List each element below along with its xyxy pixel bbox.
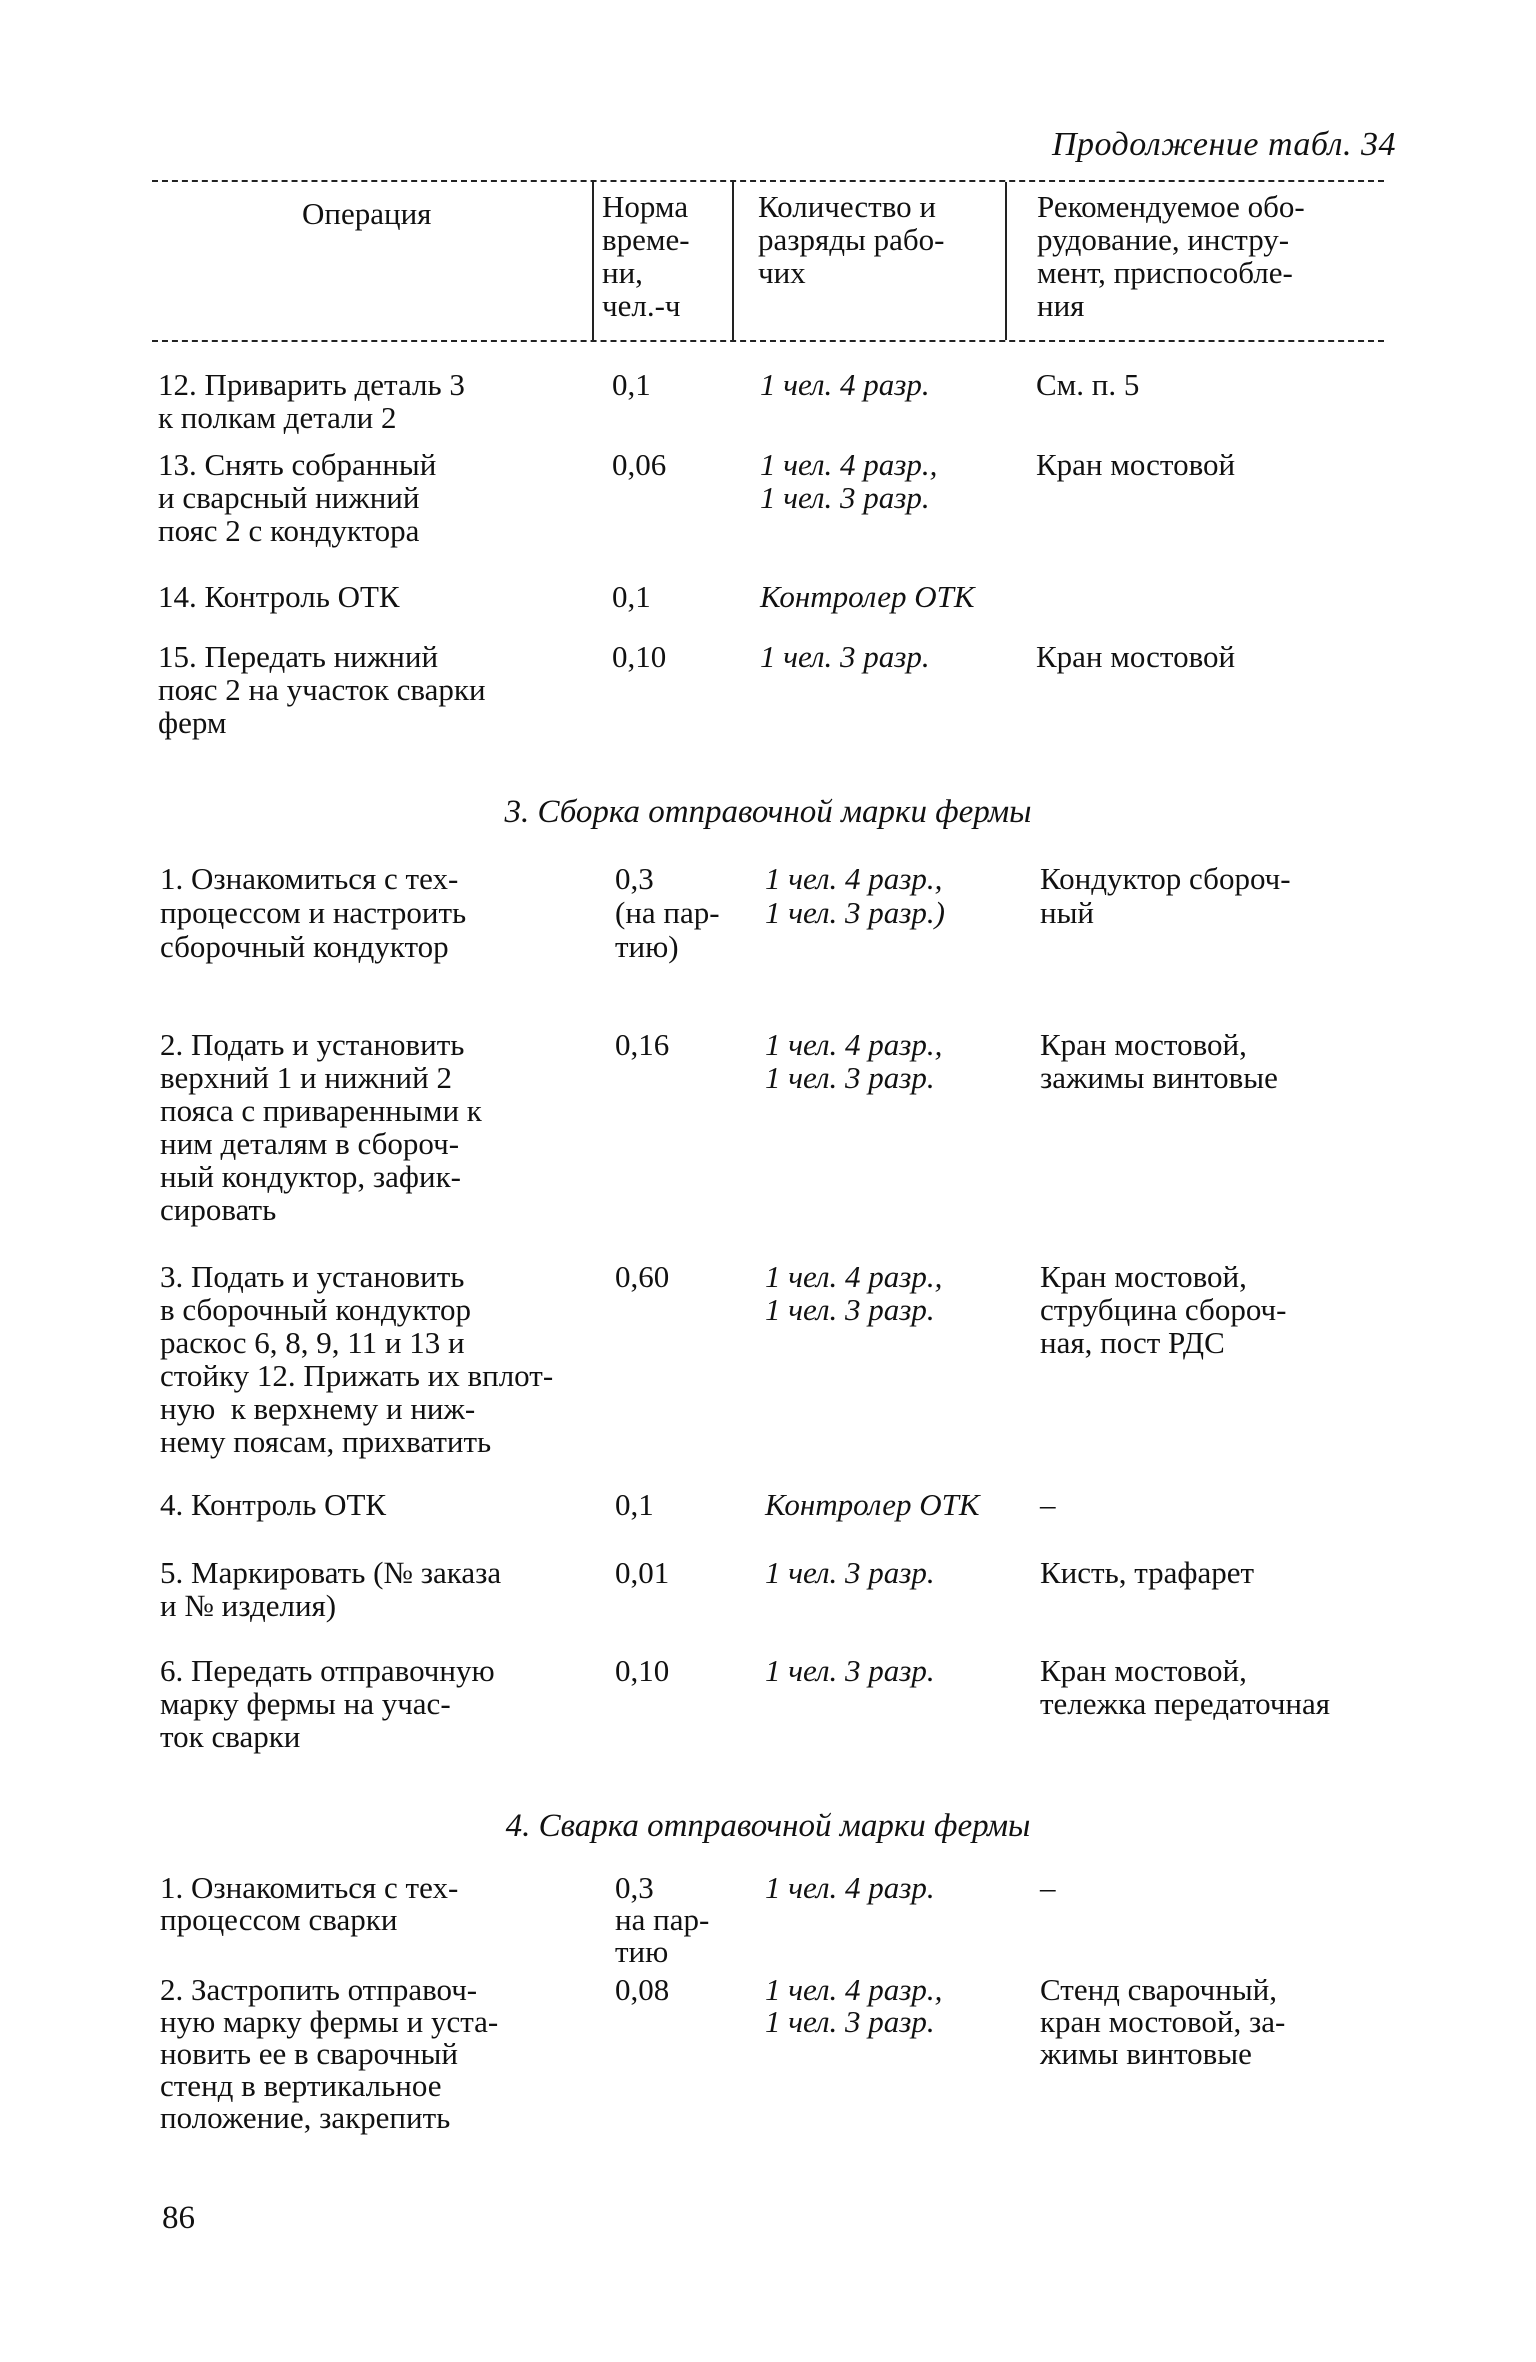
s3-row-1-norm: 0,3 (на пар- тию)	[615, 861, 720, 964]
row-13-operation: 13. Снять собранный и сварсный нижний пояс 2 с кондуктора	[158, 447, 437, 548]
row-14-operation: 14. Контроль ОТК	[158, 579, 400, 614]
s3-row-3-norm: 0,60	[615, 1259, 670, 1294]
s3-row-2-equipment: Кран мостовой, зажимы винтовые	[1040, 1027, 1278, 1095]
s3-row-2-norm: 0,16	[615, 1027, 670, 1062]
s3-row-1-workers: 1 чел. 4 разр., 1 чел. 3 разр.)	[765, 861, 945, 930]
header-divider-2	[732, 182, 734, 340]
section-title-welding: 4. Сварка отправочной марки фермы	[505, 1808, 1031, 1844]
s3-row-3-operation: 3. Подать и установить в сборочный кондуктор раскос 6, 8, 9, 11 и 13 и стойку 12. Прижать их вплот- ную к верхнему и ниж- нему поясам, прихватить	[160, 1259, 554, 1459]
header-equipment: Рекомендуемое обо- рудование, инстру- мент, приспособле- ния	[1037, 189, 1305, 323]
s3-row-6-workers: 1 чел. 3 разр.	[765, 1653, 935, 1688]
row-14-norm: 0,1	[612, 579, 651, 614]
s4-row-1-workers: 1 чел. 4 разр.	[765, 1870, 935, 1905]
s3-row-4-workers: Контролер ОТК	[765, 1487, 980, 1522]
s3-row-3-equipment: Кран мостовой, струбцина сбороч- ная, пост РДС	[1040, 1259, 1287, 1360]
s3-row-4-norm: 0,1	[615, 1487, 654, 1522]
s3-row-5-equipment: Кисть, трафарет	[1040, 1555, 1255, 1590]
s4-row-2-operation: 2. Застропить отправоч- ную марку фермы и уста- новить ее в сварочный стенд в вертикальное положение, закрепить	[160, 1972, 499, 2135]
s4-row-1-equipment: –	[1040, 1870, 1056, 1905]
row-12-operation: 12. Приварить деталь 3 к полкам детали 2	[158, 367, 465, 435]
s3-row-4-operation: 4. Контроль ОТК	[160, 1487, 387, 1522]
s3-row-3-workers: 1 чел. 4 разр., 1 чел. 3 разр.	[765, 1259, 943, 1327]
s3-row-4-equipment: –	[1040, 1487, 1056, 1522]
header-top-rule	[152, 180, 1384, 182]
s3-row-1-operation: 1. Ознакомиться с тех- процессом и настроить сборочный кондуктор	[160, 861, 467, 964]
s3-row-6-operation: 6. Передать отправочную марку фермы на учас- ток сварки	[160, 1653, 495, 1754]
header-workers: Количество и разряды рабо- чих	[758, 189, 945, 290]
row-12-equipment: См. п. 5	[1036, 367, 1140, 402]
page-number: 86	[162, 2200, 195, 2236]
s3-row-6-norm: 0,10	[615, 1653, 670, 1688]
header-norm: Норма време- ни, чел.-ч	[602, 189, 690, 323]
s3-row-5-norm: 0,01	[615, 1555, 670, 1590]
row-12-norm: 0,1	[612, 367, 651, 402]
s4-row-2-workers: 1 чел. 4 разр., 1 чел. 3 разр.	[765, 1972, 943, 2039]
header-divider-1	[592, 182, 594, 340]
header-bottom-rule	[152, 340, 1384, 342]
row-15-workers: 1 чел. 3 разр.	[760, 639, 930, 674]
header-divider-3	[1005, 182, 1007, 340]
row-13-norm: 0,06	[612, 447, 667, 482]
s3-row-5-workers: 1 чел. 3 разр.	[765, 1555, 935, 1590]
s3-row-1-equipment: Кондуктор сбороч- ный	[1040, 861, 1291, 930]
s3-row-6-equipment: Кран мостовой, тележка передаточная	[1040, 1653, 1331, 1721]
table-caption: Продолжение табл. 34	[1051, 126, 1396, 163]
row-13-workers: 1 чел. 4 разр., 1 чел. 3 разр.	[760, 447, 938, 515]
header-operation: Операция	[302, 196, 432, 231]
s4-row-1-operation: 1. Ознакомиться с тех- процессом сварки	[160, 1870, 459, 1937]
row-15-norm: 0,10	[612, 639, 667, 674]
s3-row-5-operation: 5. Маркировать (№ заказа и № изделия)	[160, 1555, 502, 1623]
row-14-workers: Контролер ОТК	[760, 579, 975, 614]
s3-row-2-operation: 2. Подать и установить верхний 1 и нижний 2 пояса с приваренными к ним деталям в сбороч- ный кондуктор, зафик- сировать	[160, 1027, 482, 1227]
row-12-workers: 1 чел. 4 разр.	[760, 367, 930, 402]
row-13-equipment: Кран мостовой	[1036, 447, 1236, 482]
s4-row-2-equipment: Стенд сварочный, кран мостовой, за- жимы винтовые	[1040, 1972, 1286, 2071]
s3-row-2-workers: 1 чел. 4 разр., 1 чел. 3 разр.	[765, 1027, 943, 1095]
section-title-assembly: 3. Сборка отправочной марки фермы	[504, 794, 1032, 830]
row-15-equipment: Кран мостовой	[1036, 639, 1236, 674]
row-15-operation: 15. Передать нижний пояс 2 на участок сварки ферм	[158, 639, 486, 740]
s4-row-1-norm: 0,3 на пар- тию	[615, 1870, 710, 1969]
s4-row-2-norm: 0,08	[615, 1972, 670, 2007]
